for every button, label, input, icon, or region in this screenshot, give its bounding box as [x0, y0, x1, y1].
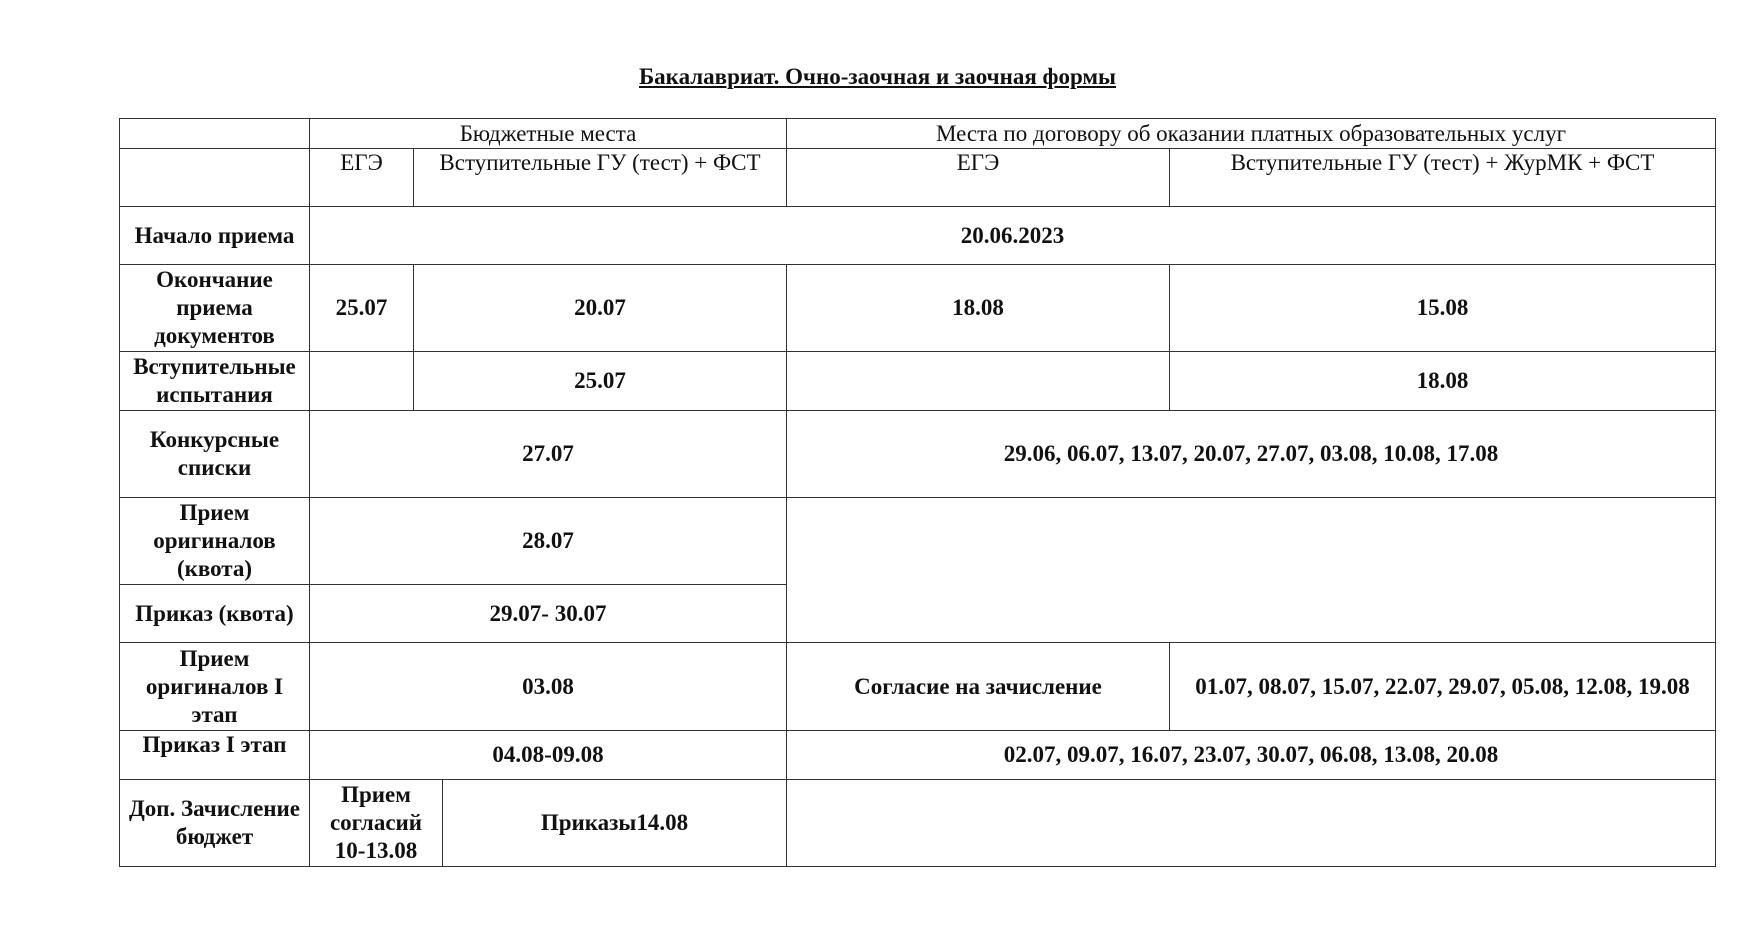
- empty-cell: [120, 119, 310, 149]
- table-row: [120, 780, 1716, 867]
- cell-value: 02.07, 09.07, 16.07, 23.07, 30.07, 06.08, 13.08, 20.08: [787, 731, 1716, 780]
- cell-value: 29.07- 30.07: [310, 585, 787, 643]
- header-row-1: [120, 119, 1716, 149]
- cell-value: 18.08: [787, 265, 1170, 352]
- header-row-2: [120, 149, 1716, 207]
- consent-label: Согласие на зачисление: [787, 643, 1170, 731]
- table-row: [120, 731, 1716, 780]
- admission-schedule-table: [119, 118, 1716, 867]
- table-row: [120, 411, 1716, 498]
- table-row: [120, 498, 1716, 585]
- table-row: [120, 643, 1716, 731]
- cell-value: 15.08: [1170, 265, 1716, 352]
- row-label: Приказ I этап: [120, 731, 310, 780]
- paid-ege-header: ЕГЭ: [787, 149, 1170, 207]
- table-row: [120, 265, 1716, 352]
- cell-value: 25.07: [310, 265, 414, 352]
- row-label: Прием оригиналов I этап: [120, 643, 310, 731]
- empty-cell: [787, 498, 1716, 643]
- row-label: Приказ (квота): [120, 585, 310, 643]
- cell-value: 20.07: [414, 265, 787, 352]
- cell-value: 18.08: [1170, 352, 1716, 411]
- empty-cell: [310, 352, 414, 411]
- cell-value: 04.08-09.08: [310, 731, 787, 780]
- table-row: [120, 352, 1716, 411]
- paid-places-header: Места по договору об оказании платных образовательных услуг: [787, 119, 1716, 149]
- row-label: Вступительные испытания: [120, 352, 310, 411]
- budget-places-header: Бюджетные места: [310, 119, 787, 149]
- empty-cell: [787, 780, 1716, 867]
- row-label: Начало приема: [120, 207, 310, 265]
- budget-ege-header: ЕГЭ: [310, 149, 414, 207]
- row-label: Доп. Зачисление бюджет: [120, 780, 310, 867]
- cell-value: 27.07: [310, 411, 787, 498]
- empty-cell: [120, 149, 310, 207]
- budget-exams-header: Вступительные ГУ (тест) + ФСТ: [414, 149, 787, 207]
- cell-value: 01.07, 08.07, 15.07, 22.07, 29.07, 05.08, 12.08, 19.08: [1170, 643, 1716, 731]
- start-date: 20.06.2023: [310, 207, 1716, 265]
- paid-exams-header: Вступительные ГУ (тест) + ЖурМК + ФСТ: [1170, 149, 1716, 207]
- cell-value: Приказы14.08: [443, 780, 787, 867]
- row-label: Окончание приема документов: [120, 265, 310, 352]
- cell-value: 29.06, 06.07, 13.07, 20.07, 27.07, 03.08, 10.08, 17.08: [787, 411, 1716, 498]
- row-label: Прием оригиналов (квота): [120, 498, 310, 585]
- cell-value: 03.08: [310, 643, 787, 731]
- page-title: Бакалавриат. Очно-заочная и заочная формы: [638, 64, 1117, 89]
- cell-value: Прием согласий 10-13.08: [310, 780, 443, 867]
- table-row: [120, 207, 1716, 265]
- cell-value: 25.07: [414, 352, 787, 411]
- cell-value: 28.07: [310, 498, 787, 585]
- row-label: Конкурсные списки: [120, 411, 310, 498]
- empty-cell: [787, 352, 1170, 411]
